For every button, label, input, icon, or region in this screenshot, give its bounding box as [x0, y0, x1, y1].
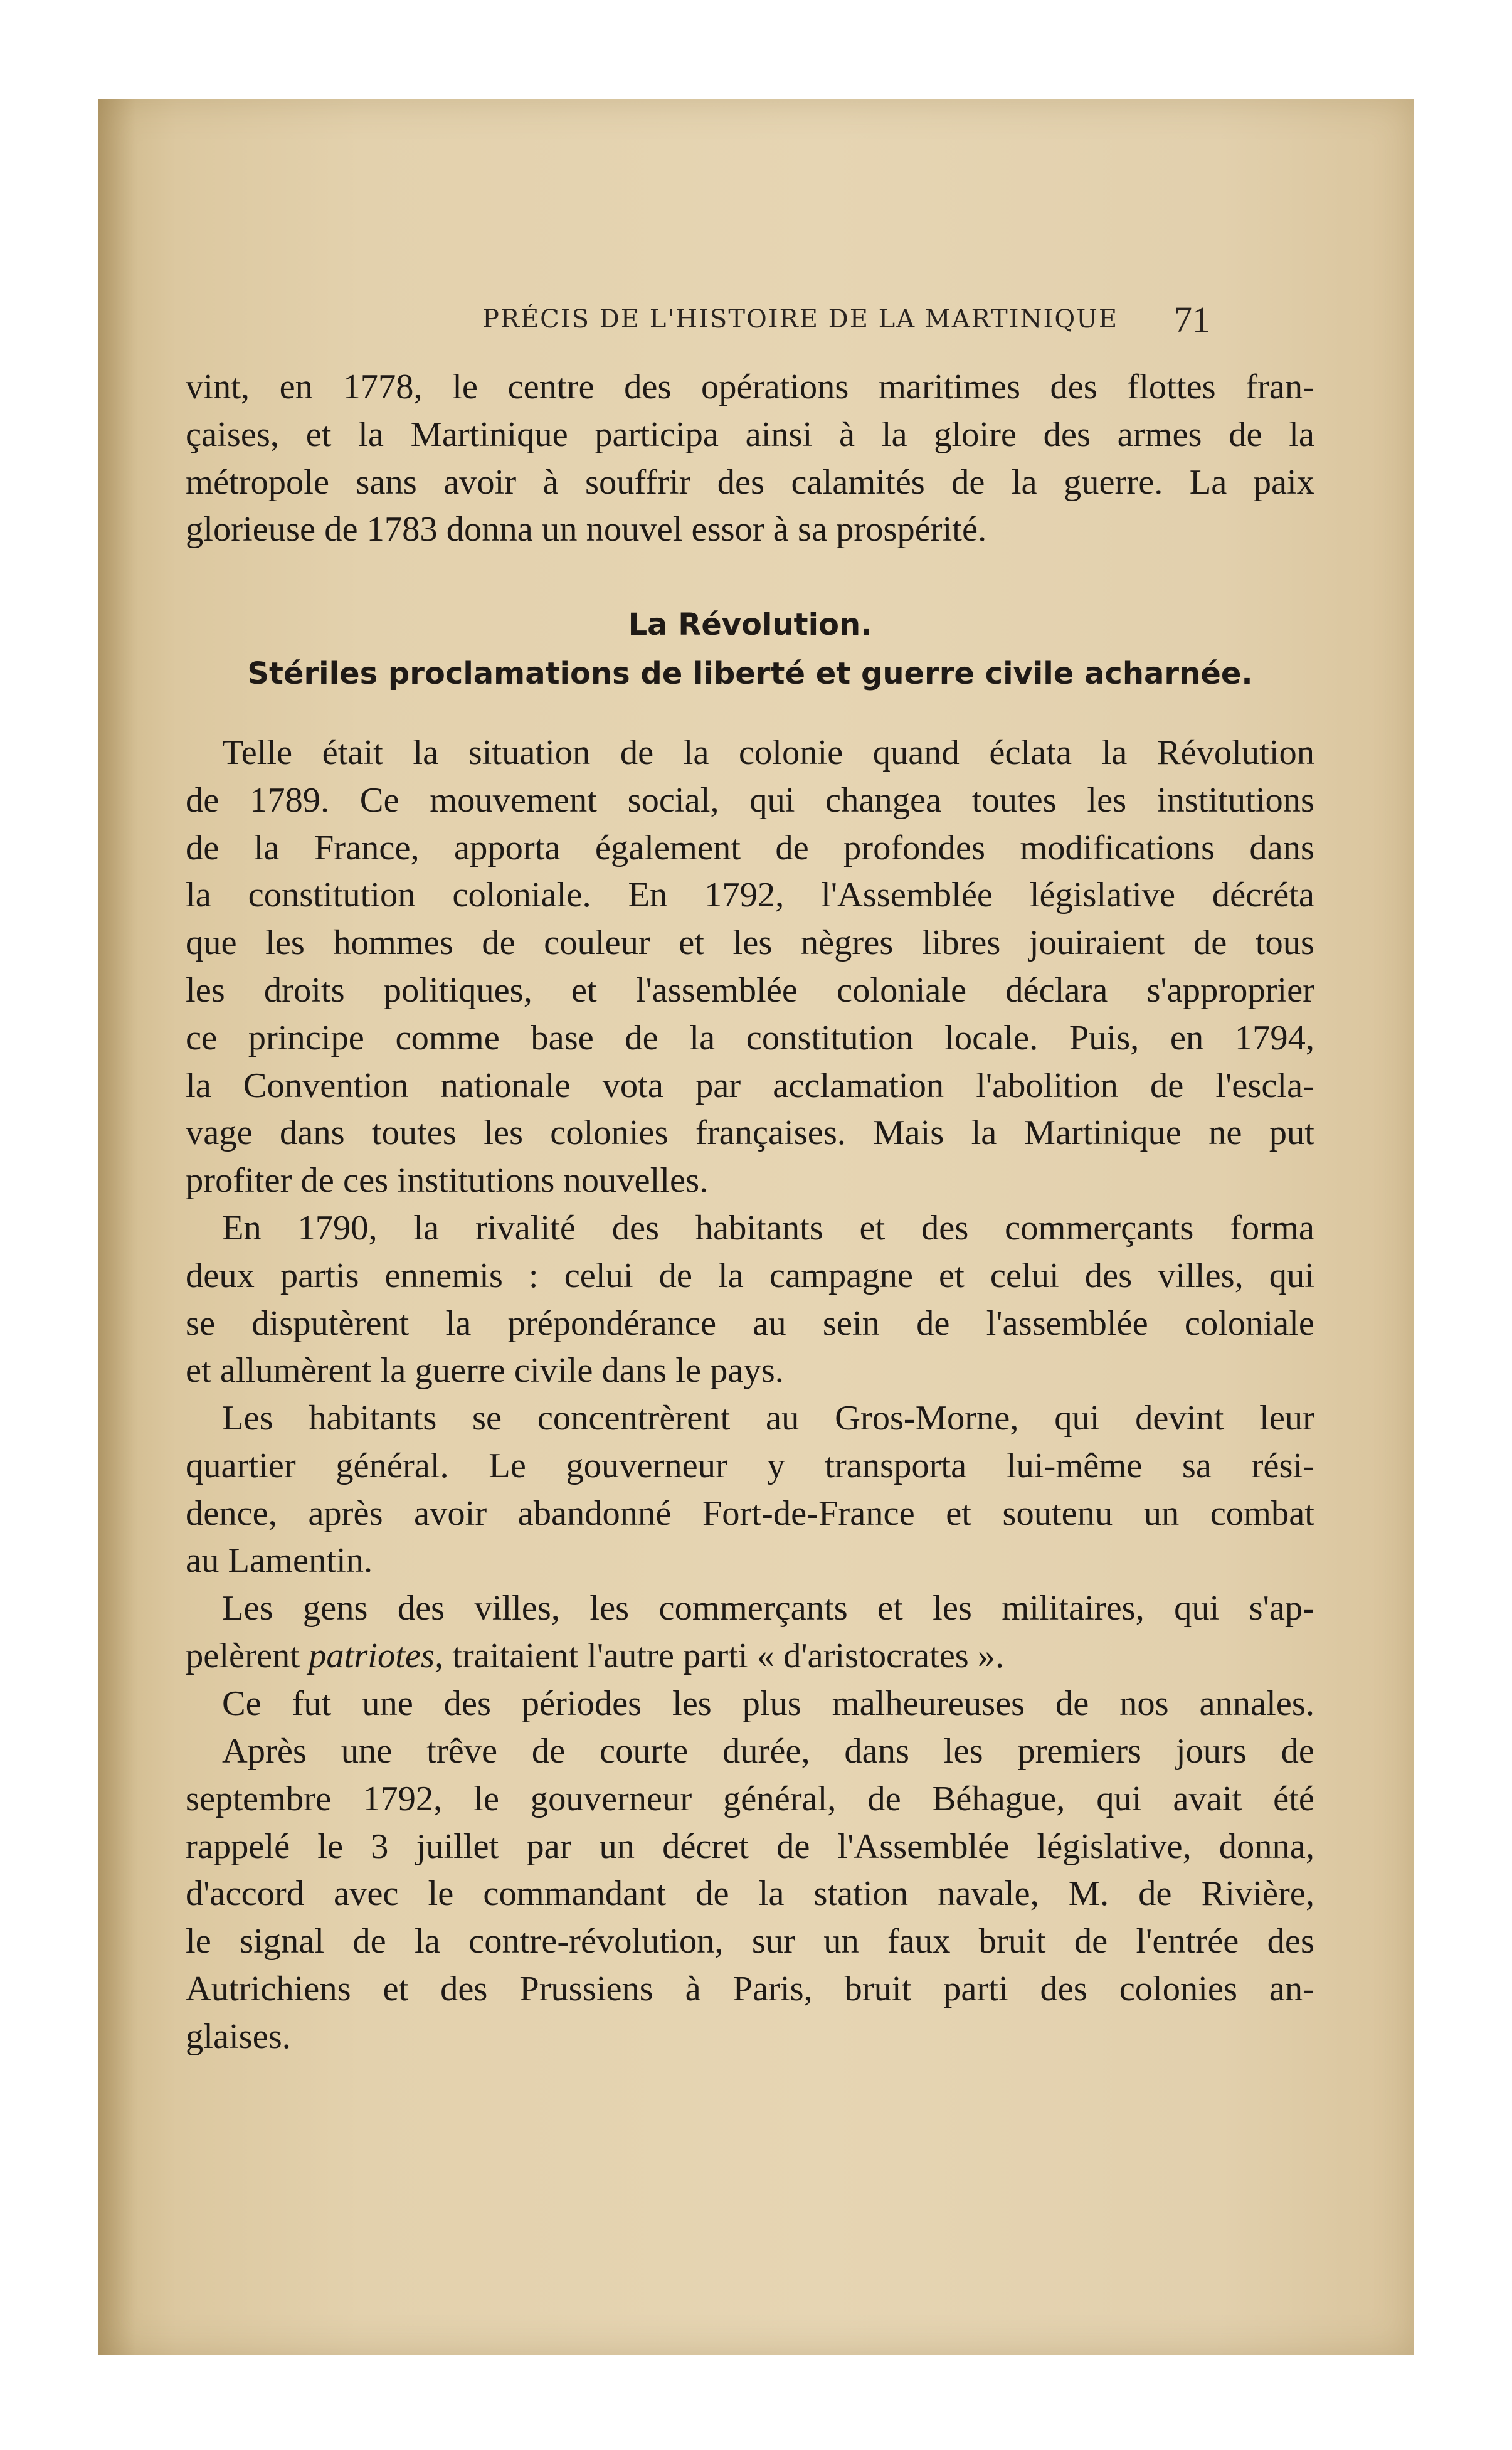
- text-line: Autrichiens et des Prussiens à Paris, bruit parti des colonies an-: [186, 1969, 1314, 2008]
- paragraph-6: [186, 1680, 1314, 1728]
- text-line: Après une trêve de courte durée, dans les premiers jours de: [222, 1732, 1314, 1771]
- text-line: deux partis ennemis : celui de la campagne et celui des villes, qui: [186, 1256, 1314, 1295]
- text-line: glorieuse de 1783 donna un nouvel essor à sa prospérité.: [186, 510, 987, 549]
- paragraph-5: [186, 1585, 1314, 1680]
- text-line: de 1789. Ce mouvement social, qui changea toutes les institutions: [186, 780, 1314, 820]
- paragraph-3: [186, 1205, 1314, 1395]
- text-line: la constitution coloniale. En 1792, l'Assemblée législative décréta: [186, 876, 1314, 915]
- text-run: pelèrent: [186, 1636, 309, 1675]
- text-line: que les hommes de couleur et les nègres libres jouiraient de tous: [186, 923, 1314, 963]
- text-line: Ce fut une des périodes les plus malheureuses de nos annales.: [222, 1684, 1314, 1723]
- text-line: le signal de la contre-révolution, sur un faux bruit de l'entrée des: [186, 1922, 1314, 1961]
- text-line: de la France, apporta également de profondes modifications dans: [186, 828, 1314, 867]
- text-line: Les habitants se concentrèrent au Gros-Morne, qui devint leur: [222, 1399, 1314, 1438]
- text-line: rappelé le 3 juillet par un décret de l'Assemblée législative, donna,: [186, 1827, 1314, 1866]
- text-line: septembre 1792, le gouverneur général, de Béhague, qui avait été: [186, 1779, 1314, 1818]
- text-line: çaises, et la Martinique participa ainsi à la gloire des armes de la: [186, 415, 1314, 454]
- text-line: ce principe comme base de la constitution locale. Puis, en 1794,: [186, 1018, 1314, 1058]
- running-head: PRÉCIS DE L'HISTOIRE DE LA MARTINIQUE: [482, 305, 1119, 334]
- book-page: [98, 99, 1414, 2355]
- paragraph-7: [186, 1728, 1314, 2061]
- text-line: vage dans toutes les colonies françaises. Mais la Martinique ne put: [186, 1113, 1314, 1153]
- section-subtitle: Stériles proclamations de liberté et guerre civile acharnée.: [247, 656, 1253, 691]
- text-line: la Convention nationale vota par acclamation l'abolition de l'escla-: [186, 1066, 1314, 1105]
- text-line: les droits politiques, et l'assemblée coloniale déclara s'approprier: [186, 970, 1314, 1010]
- text-line: Les gens des villes, les commerçants et les militaires, qui s'ap-: [222, 1589, 1314, 1628]
- text-line: d'accord avec le commandant de la station navale, M. de Rivière,: [186, 1874, 1314, 1914]
- paragraph-4: [186, 1395, 1314, 1585]
- text-line: En 1790, la rivalité des habitants et des commerçants forma: [222, 1209, 1314, 1248]
- text-line: se disputèrent la prépondérance au sein de l'assemblée coloniale: [186, 1303, 1314, 1343]
- section-title: La Révolution.: [628, 607, 872, 642]
- text-line: dence, après avoir abandonné Fort-de-France et soutenu un combat: [186, 1493, 1314, 1533]
- text-line: glaises.: [186, 2017, 291, 2056]
- text-line: au Lamentin.: [186, 1541, 373, 1581]
- page-number: 71: [1174, 299, 1210, 340]
- paragraph-2: [186, 729, 1314, 1205]
- text-line: vint, en 1778, le centre des opérations maritimes des flottes fran-: [186, 368, 1314, 406]
- text-line: quartier général. Le gouverneur y transporta lui-même sa rési-: [186, 1446, 1314, 1485]
- text-line: métropole sans avoir à souffrir des calamités de la guerre. La paix: [186, 462, 1314, 502]
- text-line: et allumèrent la guerre civile dans le pays.: [186, 1351, 784, 1391]
- text-line: Telle était la situation de la colonie quand éclata la Révolution: [222, 733, 1314, 772]
- text-run: traitaient l'autre parti « d'aristocrates ».: [443, 1636, 1005, 1675]
- text-line: [186, 1633, 1314, 1680]
- paragraph-1: [186, 364, 1314, 554]
- italic-word: patriotes,: [309, 1636, 444, 1675]
- text-line: profiter de ces institutions nouvelles.: [186, 1161, 709, 1201]
